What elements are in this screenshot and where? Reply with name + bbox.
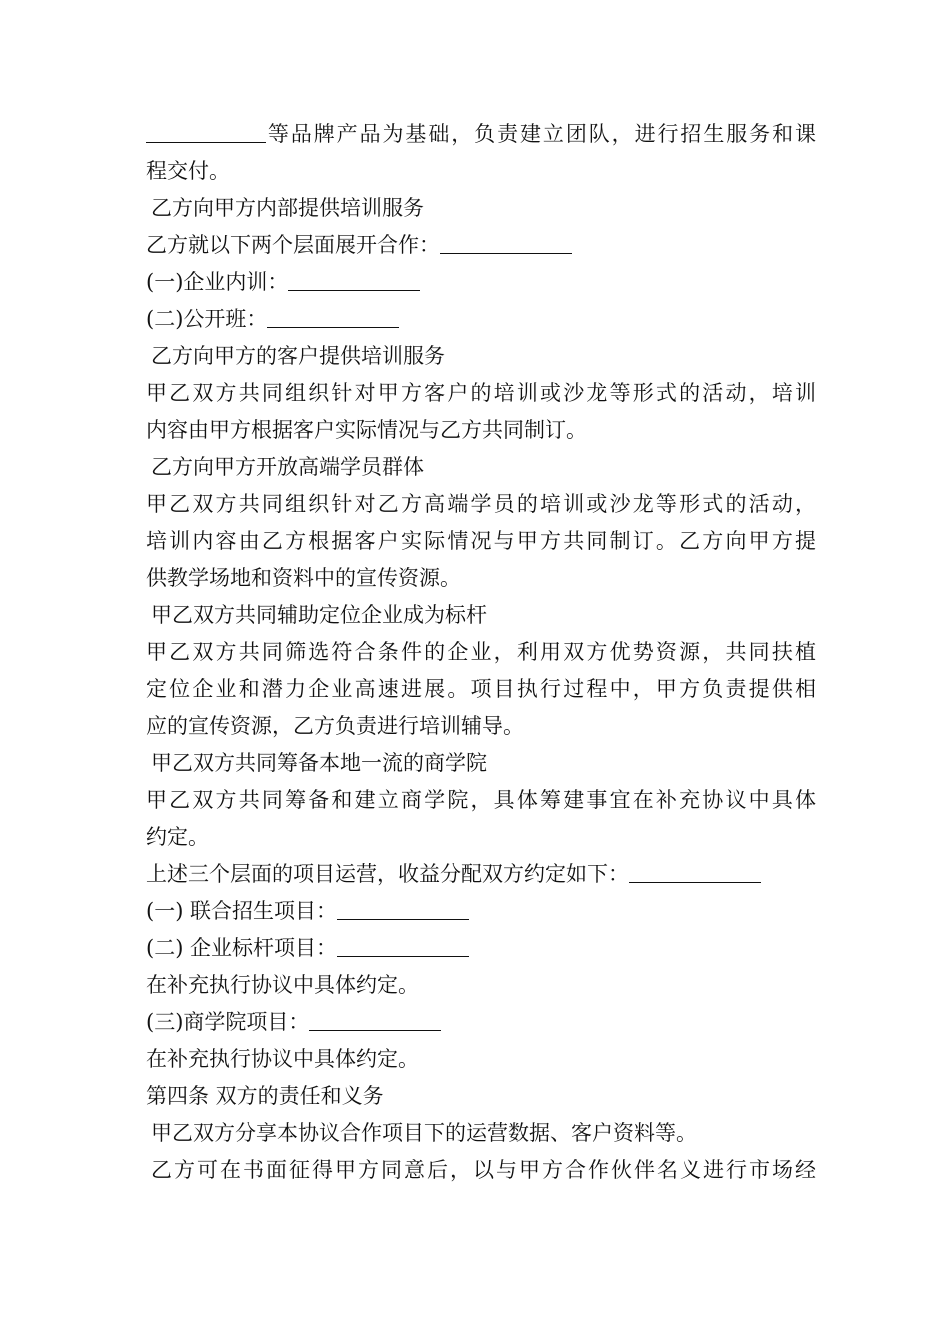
text-line [146, 634, 816, 671]
line-text: 应的宣传资源，乙方负责进行培训辅导。 [146, 714, 524, 738]
heading-text: 甲乙双方共同辅助定位企业成为标杆 [151, 603, 487, 627]
document-body [146, 116, 816, 1189]
text-line [146, 412, 816, 449]
text-line [146, 227, 816, 264]
text-line [146, 1152, 816, 1189]
text-line [146, 1004, 816, 1041]
text-line [146, 523, 816, 560]
line-text: 约定。 [146, 825, 209, 849]
text-line [146, 560, 816, 597]
line-text: 供教学场地和资料中的宣传资源。 [146, 566, 461, 590]
text-line [146, 375, 816, 412]
section-heading [146, 190, 816, 227]
heading-text: 甲乙双方共同筹备本地一流的商学院 [151, 751, 487, 775]
section-heading [146, 338, 816, 375]
line-text: (三)商学院项目： [146, 1010, 310, 1034]
text-line [146, 782, 816, 819]
line-text: 上述三个层面的项目运营，收益分配双方约定如下： [146, 862, 629, 886]
line-text: 在补充执行协议中具体约定。 [146, 973, 419, 997]
text-line [146, 1115, 816, 1152]
text-line [146, 856, 816, 893]
text-line [146, 1041, 816, 1078]
fill-in-blank [337, 897, 469, 920]
fill-in-blank [337, 934, 469, 957]
heading-text: 乙方向甲方的客户提供培训服务 [151, 344, 445, 368]
text-line [146, 671, 816, 708]
line-text: 甲乙双方共同筛选符合条件的企业，利用双方优势资源，共同扶植 [146, 640, 816, 664]
text-line [146, 301, 816, 338]
fill-in-blank [146, 120, 266, 143]
text-line [146, 930, 816, 967]
fill-in-blank [309, 1008, 441, 1031]
line-text: 甲乙双方共同筹备和建立商学院，具体筹建事宜在补充协议中具体 [146, 788, 816, 812]
line-text: (二) 企业标杆项目： [146, 936, 338, 960]
section-heading [146, 745, 816, 782]
line-text: (一)企业内训： [146, 270, 289, 294]
text-line [146, 819, 816, 856]
heading-text: 乙方向甲方开放高端学员群体 [151, 455, 424, 479]
fill-in-blank [267, 305, 399, 328]
text-line [146, 708, 816, 745]
fill-in-blank [440, 231, 572, 254]
line-text: 培训内容由乙方根据客户实际情况与甲方共同制订。乙方向甲方提 [146, 529, 816, 553]
text-line [146, 486, 816, 523]
heading-text: 第四条 双方的责任和义务 [146, 1084, 384, 1108]
text-line [146, 264, 816, 301]
line-text: 等品牌产品为基础，负责建立团队，进行招生服务和课 [266, 122, 816, 146]
heading-text: 乙方向甲方内部提供培训服务 [151, 196, 424, 220]
text-line [146, 893, 816, 930]
text-line [146, 116, 816, 153]
line-text: (一) 联合招生项目： [146, 899, 338, 923]
line-text: 甲乙双方分享本协议合作项目下的运营数据、客户资料等。 [151, 1121, 697, 1145]
line-text: 内容由甲方根据客户实际情况与乙方共同制订。 [146, 418, 587, 442]
section-heading [146, 449, 816, 486]
fill-in-blank [629, 860, 761, 883]
line-text: 甲乙双方共同组织针对甲方客户的培训或沙龙等形式的活动，培训 [146, 381, 816, 405]
section-heading [146, 597, 816, 634]
line-text: 程交付。 [146, 159, 230, 183]
fill-in-blank [288, 268, 420, 291]
line-text: 在补充执行协议中具体约定。 [146, 1047, 419, 1071]
line-text: 定位企业和潜力企业高速进展。项目执行过程中，甲方负责提供相 [146, 677, 816, 701]
line-text: 甲乙双方共同组织针对乙方高端学员的培训或沙龙等形式的活动， [146, 492, 816, 516]
line-text: 乙方可在书面征得甲方同意后，以与甲方合作伙伴名义进行市场经 [151, 1158, 816, 1182]
line-text: (二)公开班： [146, 307, 268, 331]
text-line [146, 967, 816, 1004]
text-line [146, 153, 816, 190]
article-heading [146, 1078, 816, 1115]
line-text: 乙方就以下两个层面展开合作： [146, 233, 440, 257]
